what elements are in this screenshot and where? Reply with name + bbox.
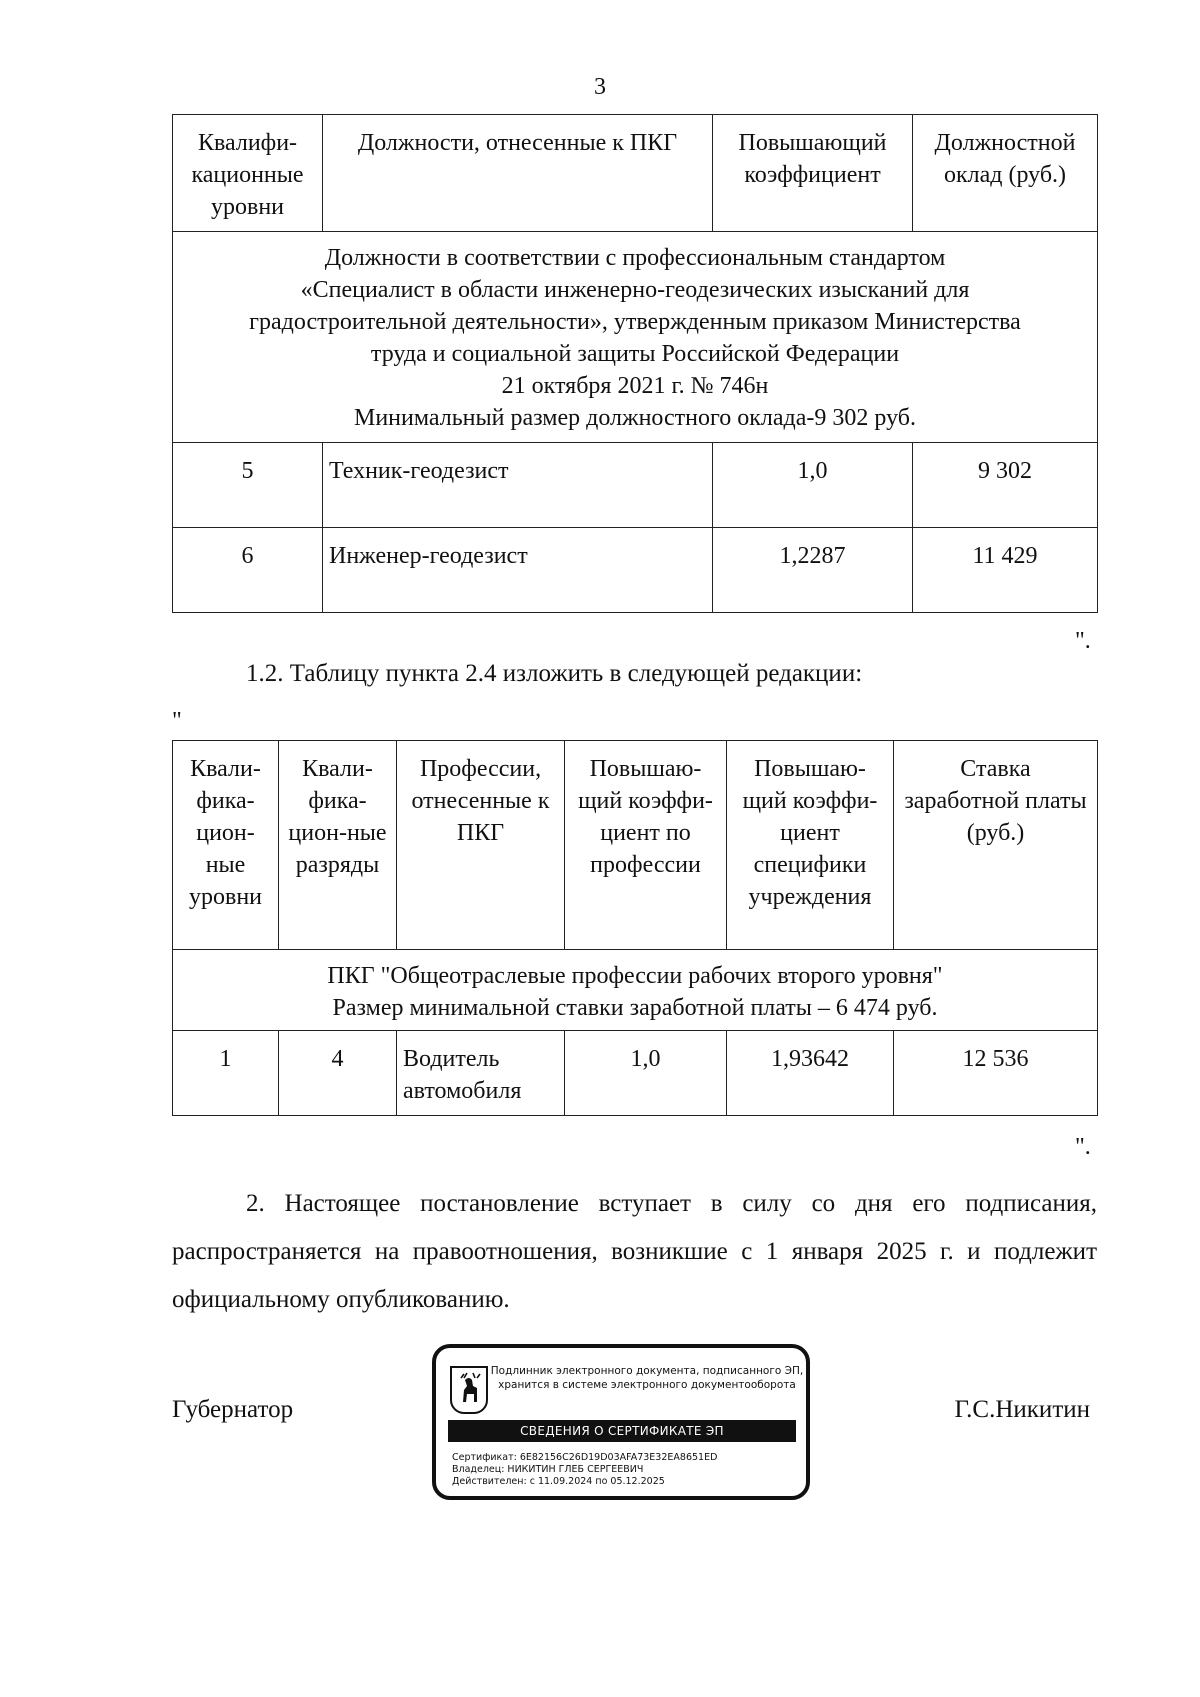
group-line: «Специалист в области инженерно-геодезических изысканий для — [300, 277, 970, 303]
certificate-validity: Действителен: с 11.09.2024 по 05.12.2025 — [452, 1476, 665, 1487]
closing-quote: ". — [1075, 1134, 1091, 1160]
cell-level: 1 — [173, 1031, 279, 1116]
professions-table — [172, 740, 1098, 1116]
signatory-position: Губернатор — [172, 1396, 294, 1423]
group-line: градостроительной деятельности», утвержденным приказом Министерства — [249, 309, 1021, 335]
table-row — [173, 443, 1098, 528]
group-description — [173, 232, 1098, 443]
cell-level: 5 — [173, 443, 323, 528]
group-line: Минимальный размер должностного оклада-9 302 руб. — [354, 405, 916, 431]
header-qual-levels: Квали-фика-цион-ные уровни — [173, 741, 279, 950]
cell-position: Инженер-геодезист — [323, 528, 713, 613]
header-salary: Должностной оклад (руб.) — [913, 115, 1098, 232]
cell-profession: Водитель автомобиля — [397, 1031, 565, 1116]
cell-profession-coefficient: 1,0 — [565, 1031, 727, 1116]
group-line: 21 октября 2021 г. № 746н — [501, 373, 769, 399]
stamp-info — [452, 1452, 717, 1488]
group-line: труда и социальной защиты Российской Федерации — [370, 341, 900, 367]
header-professions: Профессии, отнесенные к ПКГ — [397, 741, 565, 950]
closing-quote: ". — [1075, 628, 1091, 654]
header-coefficient: Повышающий коэффициент — [713, 115, 913, 232]
cell-salary: 9 302 — [913, 443, 1098, 528]
table-header-row — [173, 741, 1098, 950]
cell-institution-coefficient: 1,93642 — [727, 1031, 894, 1116]
signatory-name: Г.С.Никитин — [954, 1396, 1090, 1423]
header-qual-levels: Квалифи-кационные уровни — [173, 115, 323, 232]
page-number: 3 — [594, 74, 606, 100]
certificate-number: Сертификат: 6E82156C26D19D03AFA73E32EA8651ED — [452, 1452, 718, 1463]
table-row — [173, 1031, 1098, 1116]
group-row — [173, 950, 1098, 1031]
positions-table — [172, 114, 1098, 613]
header-profession-coefficient: Повышаю-щий коэффи-циент по профессии — [565, 741, 727, 950]
electronic-signature-stamp — [432, 1344, 810, 1500]
header-positions: Должности, отнесенные к ПКГ — [323, 115, 713, 232]
stamp-line: хранится в системе электронного документооборота — [498, 1379, 796, 1391]
group-line: Должности в соответствии с профессиональным стандартом — [324, 245, 946, 271]
table-row — [173, 528, 1098, 613]
certificate-owner: Владелец: НИКИТИН ГЛЕБ СЕРГЕЕВИЧ — [452, 1464, 644, 1475]
stamp-header — [488, 1364, 806, 1392]
header-institution-coefficient: Повышаю-щий коэффи-циент специфики учреждения — [727, 741, 894, 950]
cell-coefficient: 1,0 — [713, 443, 913, 528]
cell-salary: 11 429 — [913, 528, 1098, 613]
header-qual-grades: Квали-фика-цион-ные разряды — [279, 741, 397, 950]
group-description — [173, 950, 1098, 1031]
cell-grade: 4 — [279, 1031, 397, 1116]
cell-position: Техник-геодезист — [323, 443, 713, 528]
group-row — [173, 232, 1098, 443]
group-line: ПКГ "Общеотраслевые профессии рабочих второго уровня" — [327, 963, 943, 989]
cell-coefficient: 1,2287 — [713, 528, 913, 613]
cell-level: 6 — [173, 528, 323, 613]
stamp-line: Подлинник электронного документа, подписанного ЭП, — [490, 1365, 804, 1377]
cell-wage-rate: 12 536 — [894, 1031, 1098, 1116]
opening-quote: " — [172, 708, 182, 734]
stamp-title-bar: СВЕДЕНИЯ О СЕРТИФИКАТЕ ЭП — [448, 1420, 796, 1442]
paragraph-1-2: 1.2. Таблицу пункта 2.4 изложить в следующей редакции: — [246, 660, 863, 687]
group-line: Размер минимальной ставки заработной платы – 6 474 руб. — [332, 995, 938, 1021]
paragraph-2: 2. Настоящее постановление вступает в силу со дня его подписания, распространяется на правоотношения, возникшие с 1 января 2025 г. и подлежит официальному опубликованию. — [172, 1190, 1097, 1313]
header-wage-rate: Ставка заработной платы (руб.) — [894, 741, 1098, 950]
deer-emblem-icon — [450, 1366, 488, 1414]
table-header-row — [173, 115, 1098, 232]
